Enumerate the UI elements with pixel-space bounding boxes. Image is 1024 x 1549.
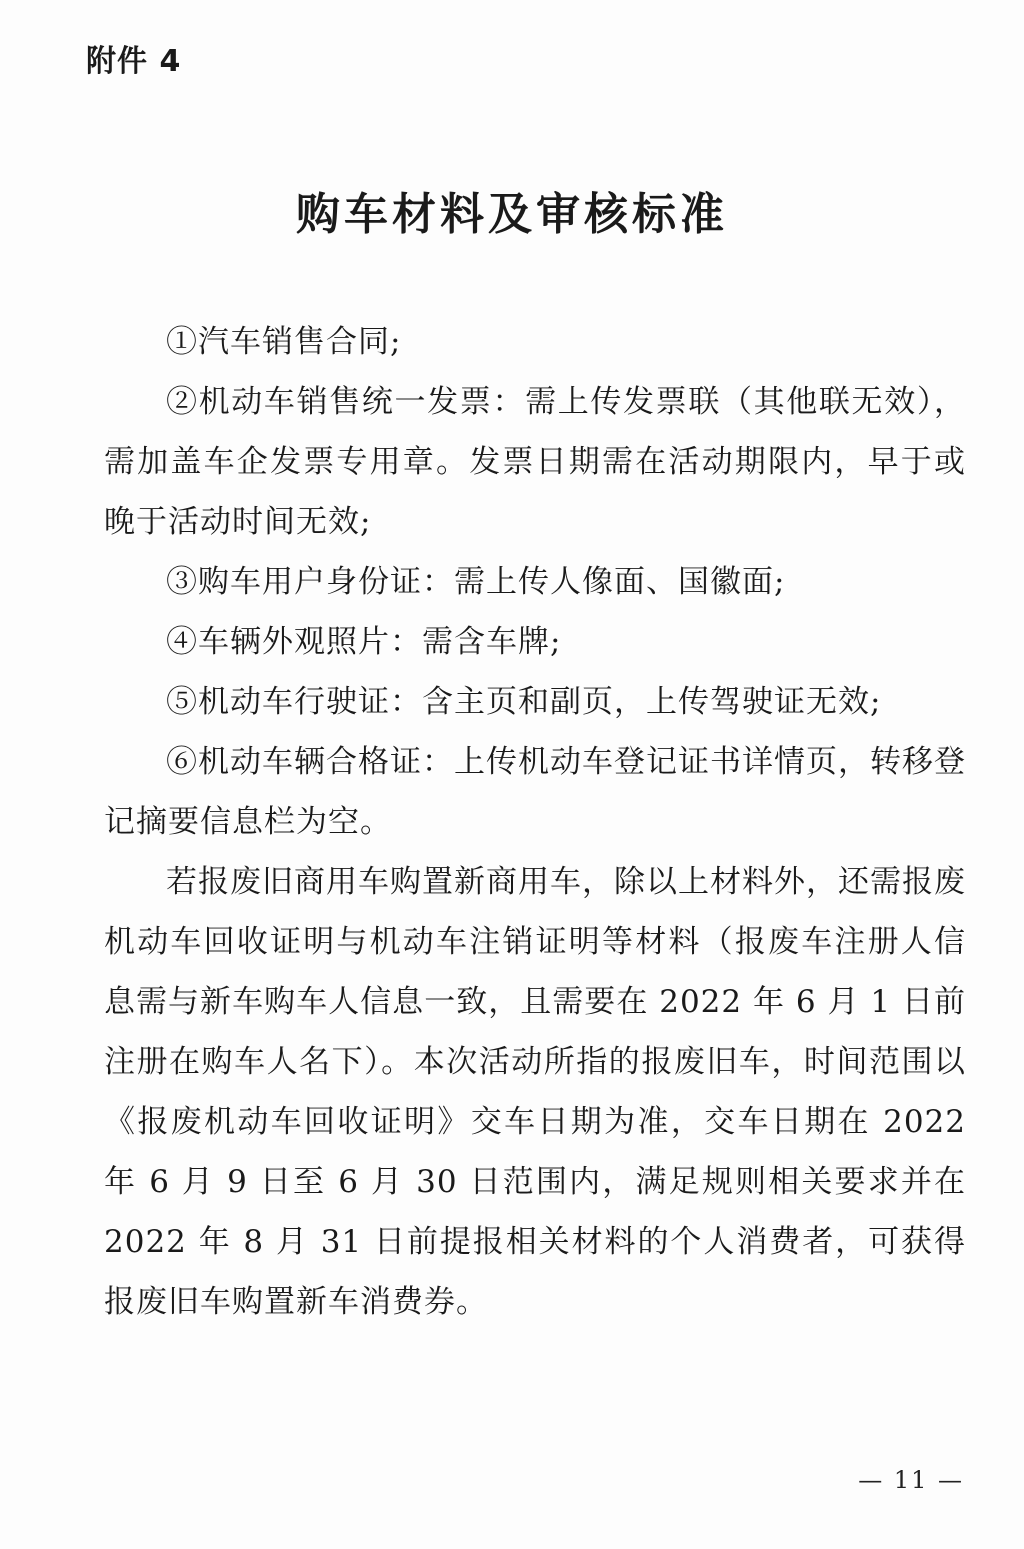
page-number: — 11 — bbox=[858, 1466, 964, 1494]
item-id-card: ③购车用户身份证：需上传人像面、国徽面; bbox=[166, 564, 786, 600]
document-title: 购车材料及审核标准 bbox=[296, 189, 728, 240]
item-sales-contract: ①汽车销售合同; bbox=[166, 324, 402, 360]
item-vehicle-photo: ④车辆外观照片：需含车牌; bbox=[166, 624, 562, 660]
item-driving-license: ⑤机动车行驶证：含主页和副页，上传驾驶证无效; bbox=[166, 684, 882, 720]
item-invoice: ②机动车销售统一发票：需上传发票联（其他联无效），需加盖车企发票专用章。发票日期需在活动期限内，早于或晚于活动时间无效; bbox=[104, 384, 966, 540]
document-body bbox=[104, 312, 966, 1332]
scrap-vehicle-paragraph: 若报废旧商用车购置新商用车，除以上材料外，还需报废机动车回收证明与机动车注销证明等材料（报废车注册人信息需与新车购车人信息一致，且需要在 2022 年 6 月 1 日前注册在购车人名下）。本次活动所指的报废旧车，时间范围以《报废机动车回收证明》交车日期为准，交车日期在 2022 年 6 月 9 日至 6 月 30 日范围内，满足规则相关要求并在 2022 年 8 月 31 日前提报相关材料的个人消费者，可获得报废旧车购置新车消费券。 bbox=[104, 864, 966, 1320]
attachment-label: 附件 4 bbox=[86, 44, 182, 79]
item-certificate: ⑥机动车辆合格证：上传机动车登记证书详情页，转移登记摘要信息栏为空。 bbox=[104, 744, 966, 840]
